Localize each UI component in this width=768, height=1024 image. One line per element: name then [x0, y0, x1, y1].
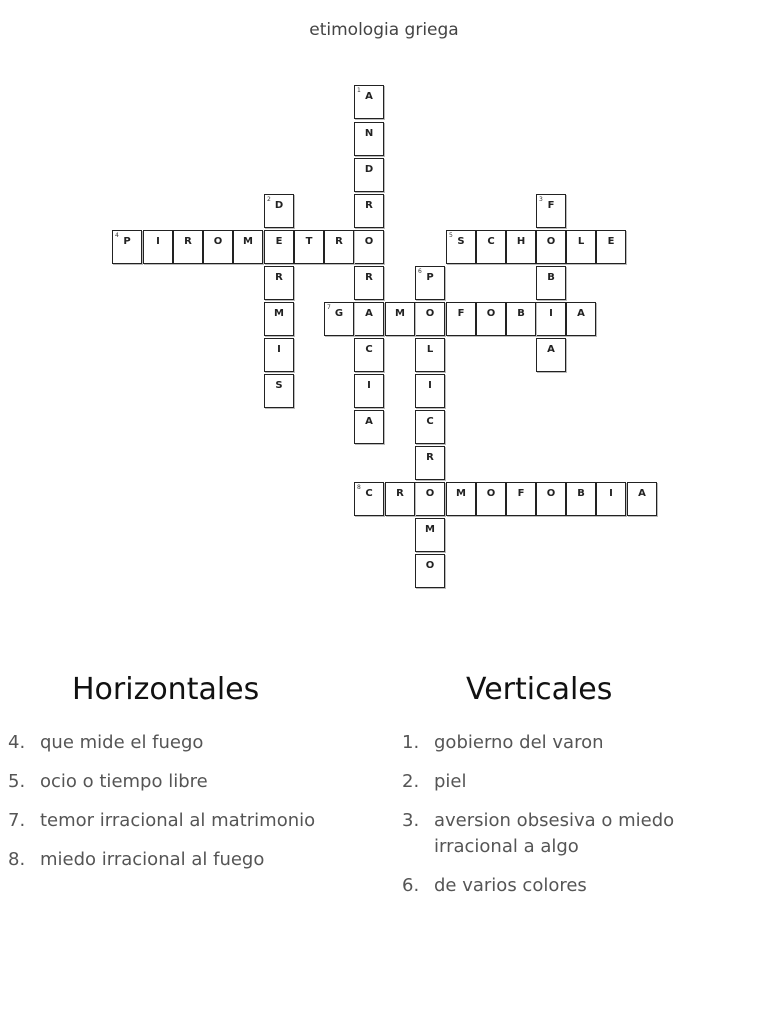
crossword-cell — [415, 554, 445, 588]
clue-text: piel — [434, 771, 467, 792]
crossword-cell — [264, 194, 294, 228]
clue-text: aversion obsesiva o miedo irracional a algo — [434, 810, 675, 857]
crossword-cell — [354, 85, 384, 119]
crossword-cell — [446, 302, 476, 336]
cell-letter: A — [365, 416, 373, 427]
crossword-cell — [596, 482, 626, 516]
clue-text: gobierno del varon — [434, 732, 604, 753]
crossword-cell — [536, 482, 566, 516]
cell-number: 6 — [418, 268, 422, 275]
crossword-cell — [264, 230, 294, 264]
crossword-cell — [415, 518, 445, 552]
cell-letter: A — [638, 488, 646, 499]
crossword-cell — [476, 482, 506, 516]
crossword-cell — [415, 302, 445, 336]
crossword-cell — [446, 482, 476, 516]
cell-letter: B — [577, 488, 585, 499]
crossword-cell — [173, 230, 203, 264]
crossword-cell — [112, 230, 142, 264]
clue-number: 2. — [402, 771, 420, 792]
cell-letter: P — [426, 272, 434, 283]
cell-number: 8 — [357, 484, 361, 491]
crossword-cell — [324, 302, 354, 336]
crossword-cell — [536, 266, 566, 300]
cell-letter: L — [577, 236, 585, 247]
cell-letter: F — [457, 308, 465, 319]
cell-letter: R — [275, 272, 283, 283]
clue-number: 1. — [402, 732, 420, 753]
clue-text: temor irracional al matrimonio — [40, 810, 316, 831]
cell-letter: O — [213, 236, 223, 247]
cell-letter: A — [365, 91, 373, 102]
cell-letter: I — [428, 380, 432, 391]
crossword-cell — [566, 482, 596, 516]
cell-number: 4 — [115, 232, 119, 239]
cell-letter: I — [277, 344, 281, 355]
cell-letter: O — [546, 488, 556, 499]
cell-letter: L — [426, 344, 434, 355]
cell-letter: H — [516, 236, 526, 247]
crossword-cell — [294, 230, 324, 264]
cell-letter: M — [425, 524, 435, 535]
cell-letter: T — [305, 236, 313, 247]
crossword-cell — [354, 374, 384, 408]
crossword-cell — [415, 446, 445, 480]
crossword-cell — [627, 482, 657, 516]
cell-letter: N — [364, 128, 374, 139]
verticales-clue-list — [402, 730, 762, 912]
clue-number: 5. — [8, 771, 26, 792]
cell-letter: R — [426, 452, 434, 463]
clue-vertical-2 — [402, 769, 762, 795]
crossword-cell — [536, 302, 566, 336]
cell-letter: R — [365, 272, 373, 283]
crossword-cell — [566, 302, 596, 336]
crossword-cell — [354, 410, 384, 444]
crossword-cell — [354, 158, 384, 192]
clue-text: ocio o tiempo libre — [40, 771, 208, 792]
cell-letter: I — [609, 488, 613, 499]
crossword-cell — [506, 482, 536, 516]
cell-number: 2 — [267, 196, 271, 203]
crossword-cell — [476, 230, 506, 264]
cell-letter: D — [364, 164, 374, 175]
cell-letter: E — [275, 236, 283, 247]
crossword-cell — [264, 374, 294, 408]
cell-letter: M — [274, 308, 284, 319]
crossword-cell — [354, 194, 384, 228]
cell-letter: O — [486, 488, 496, 499]
crossword-cell — [264, 302, 294, 336]
crossword-cell — [354, 122, 384, 156]
cell-letter: I — [156, 236, 160, 247]
cell-letter: O — [364, 236, 374, 247]
crossword-cell — [506, 302, 536, 336]
crossword-cell — [596, 230, 626, 264]
crossword-cell — [385, 482, 415, 516]
crossword-cell — [203, 230, 233, 264]
cell-letter: B — [517, 308, 525, 319]
crossword-cell — [324, 230, 354, 264]
cell-letter: M — [243, 236, 253, 247]
cell-letter: D — [274, 200, 284, 211]
cell-letter: R — [365, 200, 373, 211]
clue-text: que mide el fuego — [40, 732, 204, 753]
clue-text: miedo irracional al fuego — [40, 849, 265, 870]
crossword-cell — [506, 230, 536, 264]
crossword-cell — [536, 338, 566, 372]
cell-letter: C — [426, 416, 434, 427]
cell-letter: B — [547, 272, 555, 283]
clue-number: 6. — [402, 875, 420, 896]
clue-horizontal-5 — [8, 769, 348, 795]
crossword-cell — [354, 338, 384, 372]
crossword-cell — [415, 410, 445, 444]
cell-letter: A — [365, 308, 373, 319]
cell-letter: S — [275, 380, 283, 391]
cell-letter: A — [577, 308, 585, 319]
clue-horizontal-8 — [8, 847, 348, 873]
cell-letter: R — [184, 236, 192, 247]
clue-text: de varios colores — [434, 875, 587, 896]
cell-letter: M — [456, 488, 466, 499]
cell-letter: F — [517, 488, 525, 499]
cell-letter: R — [396, 488, 404, 499]
crossword-cell — [264, 338, 294, 372]
clue-number: 8. — [8, 849, 26, 870]
cell-letter: O — [425, 308, 435, 319]
cell-letter: P — [123, 236, 131, 247]
cell-letter: C — [365, 488, 373, 499]
clue-vertical-1 — [402, 730, 762, 756]
cell-number: 7 — [327, 304, 331, 311]
cell-letter: F — [547, 200, 555, 211]
clue-vertical-3 — [402, 808, 762, 860]
crossword-cell — [415, 374, 445, 408]
cell-letter: S — [457, 236, 465, 247]
crossword-cell — [415, 482, 445, 516]
cell-letter: C — [365, 344, 373, 355]
crossword-cell — [354, 302, 384, 336]
cell-number: 5 — [449, 232, 453, 239]
cell-letter: I — [367, 380, 371, 391]
crossword-cell — [415, 266, 445, 300]
crossword-cell — [415, 338, 445, 372]
page-title: etimologia griega — [309, 20, 459, 40]
crossword-cell — [143, 230, 173, 264]
cell-letter: G — [334, 308, 344, 319]
crossword-cell — [354, 266, 384, 300]
cell-letter: R — [335, 236, 343, 247]
cell-letter: O — [546, 236, 556, 247]
cell-letter: O — [425, 488, 435, 499]
cell-letter: E — [607, 236, 615, 247]
cell-letter: O — [486, 308, 496, 319]
cell-letter: C — [487, 236, 495, 247]
horizontales-clue-list — [8, 730, 348, 886]
clue-vertical-6 — [402, 873, 762, 899]
cell-number: 3 — [539, 196, 543, 203]
cell-number: 1 — [357, 87, 361, 94]
crossword-cell — [233, 230, 263, 264]
crossword-cell — [536, 194, 566, 228]
crossword-cell — [536, 230, 566, 264]
crossword-cell — [566, 230, 596, 264]
clue-number: 7. — [8, 810, 26, 831]
crossword-cell — [354, 230, 384, 264]
clue-number: 3. — [402, 810, 420, 831]
crossword-cell — [354, 482, 384, 516]
crossword-cell — [476, 302, 506, 336]
clue-horizontal-7 — [8, 808, 348, 834]
verticales-heading: Verticales — [466, 672, 613, 707]
clue-horizontal-4 — [8, 730, 348, 756]
cell-letter: O — [425, 560, 435, 571]
clue-number: 4. — [8, 732, 26, 753]
cell-letter: I — [549, 308, 553, 319]
crossword-cell — [446, 230, 476, 264]
crossword-cell — [264, 266, 294, 300]
cell-letter: A — [547, 344, 555, 355]
cell-letter: M — [395, 308, 405, 319]
horizontales-heading: Horizontales — [72, 672, 260, 707]
crossword-cell — [385, 302, 415, 336]
